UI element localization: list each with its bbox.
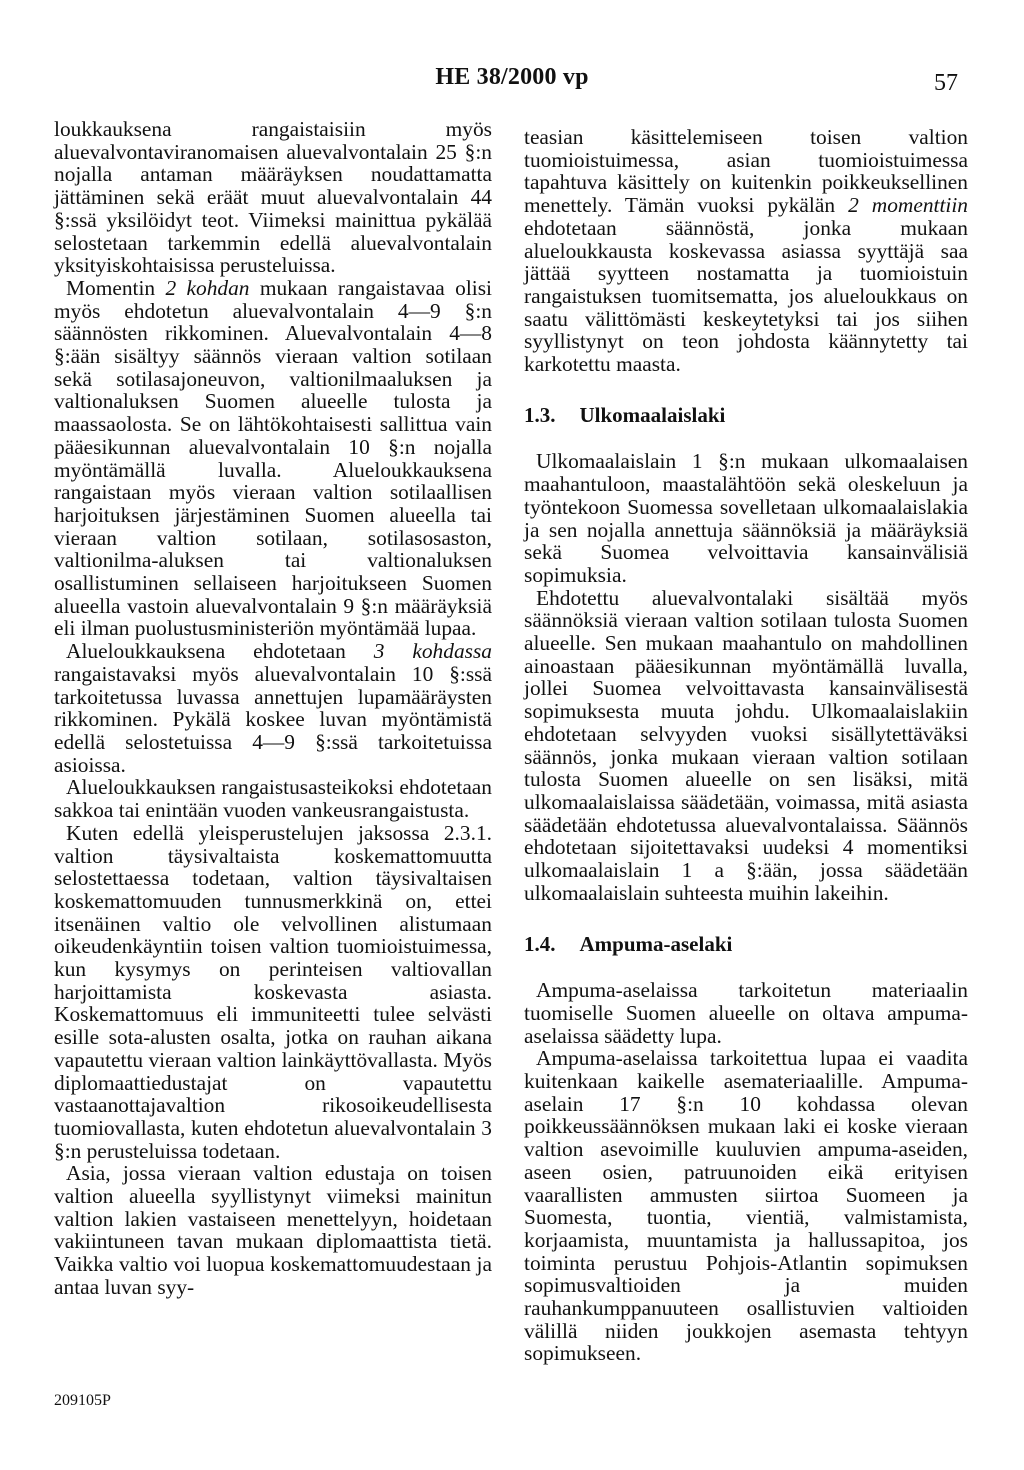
paragraph: Kuten edellä yleisperustelujen jaksossa 2.3.1. valtion täysivaltaista koskemattomuutta selostettaessa todetaan, valtion täysivaltaisen koskemattomuuden tunnusmerkkinä on, ettei itsenäinen valtio ole velvollinen alistumaan oikeudenkäyntiin toisen valtion tuomioistuimessa, kun kysymys on perinteisen valtiovallan harjoittamista koskevasta asiasta. Koskemattomuus eli immuniteetti tulee selvästi esille sota-alusten osalta, jotka on rauhan aikana vapautettu vieraan valtion lainkäyttövallasta. Myös diplomaattiedustajat on vapautettu vastaanottajavaltion rikosoikeudellisesta tuomiovallasta, kuten ehdotetun aluevalvontalain 3 §:n perusteluissa todetaan.: [54, 820, 492, 1163]
section-title: Ampuma-aselaki: [579, 931, 733, 956]
page-number: 57: [934, 70, 958, 96]
paragraph: Ampuma-aselaissa tarkoitetun materiaalin tuomiselle Suomen alueelle on oltava ampuma-aselaissa säädetty lupa.: [524, 978, 968, 1048]
section-number: 1.4.: [524, 931, 556, 956]
emphasis: 3 kohdassa: [373, 639, 492, 664]
section-number: 1.3.: [524, 402, 556, 427]
section-heading-1-3: [524, 404, 968, 427]
print-code: 209105P: [54, 1392, 111, 1409]
paragraph: Alueloukkauksena ehdotetaan 3 kohdassa rangaistavaksi myös aluevalvontalain 10 §:ssä tarkoitetussa luvassa annettujen lupamääräysten rikkominen. Pykälä koskee luvan myöntämistä edellä selostetuissa 4—9 §:ssä tarkoitetuissa asioissa.: [54, 639, 492, 777]
emphasis: 2 kohdan: [165, 275, 250, 300]
section-title: Ulkomaalaislaki: [579, 402, 726, 427]
paragraph: Asia, jossa vieraan valtion edustaja on toisen valtion alueella syyllistynyt viimeksi mainitun valtion lakien vastaiseen menettelyyn, hoidetaan vakiintuneen tavan mukaan diplomaattista tietä. Vaikka valtio voi luopua koskemattomuudestaan ja antaa luvan syy-: [54, 1161, 492, 1299]
paragraph: Ulkomaalaislain 1 §:n mukaan ulkomaalaisen maahantuloon, maastalähtöön sekä oleskeluun ja työntekoon Suomessa sovelletaan ulkomaalaislakia ja sen nojalla annettuja säännöksiä ja määräyksiä sekä Suomea velvoittavia kansainvälisiä sopimuksia.: [524, 449, 968, 587]
document-title: HE 38/2000 vp: [435, 64, 589, 90]
emphasis: 2 momenttiin: [848, 193, 969, 218]
paragraph: Ampuma-aselaissa tarkoitettua lupaa ei vaadita kuitenkaan kaikelle asemateriaalille. Ampuma-aselain 17 §:n 10 kohdassa olevan poikkeussäännöksen mukaan laki ei koske vieraan valtion asevoimille kuuluvien ampuma-aseiden, aseen osien, patruunoiden eikä erityisen vaarallisten ammusten siirtoa Suomeen ja Suomesta, tuontia, vientiä, valmistamista, korjaamista, muuntamista ja hallussapitoa, jos toiminta perustuu Pohjois-Atlantin sopimuksen sopimusvaltioiden ja muiden rauhankumppanuuteen osallistuvien valtioiden välillä niiden joukkojen asemasta tehtyyn sopimukseen.: [524, 1046, 968, 1366]
paragraph: Alueloukkauksen rangaistusasteikoksi ehdotetaan sakkoa tai enintään vuoden vankeusrangaistusta.: [54, 775, 492, 823]
paragraph: Ehdotettu aluevalvontalaki sisältää myös säännöksiä vieraan valtion sotilaan tulosta Suomen alueelle. Sen mukaan maahantulo on mahdollinen ainoastaan pääesikunnan myöntämällä luvalla, jollei Suomea velvoittavasta kansainvälisestä sopimuksesta muuta johdu. Ulkomaalaislakiin ehdotetaan selvyyden vuoksi sisällytettäväksi säännös, jonka mukaan vieraan valtion sotilaan tulosta Suomen alueelle on sen lisäksi, mitä ulkomaalaislaissa säädetään, voimassa, mitä asiasta säädetään ehdotetussa aluevalvontalaissa. Säännös ehdotetaan sijoitettavaksi uudeksi 4 momentiksi ulkomaalaislain 1 a §:ään, jossa säädetään ulkomaalaislain suhteesta muihin lakeihin.: [524, 585, 968, 905]
paragraph: loukkauksena rangaistaisiin myös aluevalvontaviranomaisen aluevalvontalain 25 §:n nojalla antaman määräyksen noudattamatta jättäminen sekä eräät muut aluevalvontalain 44 §:ssä yksilöidyt teot. Viimeksi mainittua pykälää selostetaan tarkemmin edellä aluevalvontalain yksityiskohtaisissa perusteluissa.: [54, 117, 492, 278]
paragraph: teasian käsittelemiseen toisen valtion tuomioistuimessa, asian tuomioistuimessa tapahtuva käsittely on kuitenkin poikkeuksellinen menettely. Tämän vuoksi pykälän 2 momenttiin ehdotetaan säännöstä, jonka mukaan alueloukkausta koskevassa asiassa syyttäjä saa jättää syytteen nostamatta ja tuomioistuin rangaistuksen tuomitsematta, jos alueloukkaus on saatu välittömästi keskeytetyksi tai jos siihen syyllistynyt on teon johdosta käännytetty tai karkotettu maasta.: [524, 125, 969, 377]
section-heading-1-4: [524, 933, 968, 956]
paragraph: Momentin 2 kohdan mukaan rangaistavaa olisi myös ehdotetun aluevalvontalain 4—9 §:n säännösten rikkominen. Aluevalvontalain 4—8 §:ään sisältyy säännös vieraan valtion sotilaan sekä sotilasajoneuvon, valtionilmaaluksen ja valtionaluksen Suomen alueelle tulosta ja maassaolosta. Se on lähtökohtaisesti sallittua vain pääesikunnan aluevalvontalain 10 §:n nojalla myöntämällä luvalla. Alueloukkauksena rangaistaan myös vieraan valtion sotilaallisen harjoituksen järjestäminen Suomen alueella tai vieraan valtion sotilaan, sotilasosaston, valtionilma-aluksen tai valtionaluksen osallistuminen sellaiseen harjoitukseen Suomen alueella vastoin aluevalvontalain 9 §:n määräyksiä eli ilman puolustusministeriön myöntämää lupaa.: [54, 275, 492, 641]
right-column: [524, 126, 968, 1365]
left-column: [54, 118, 492, 1299]
